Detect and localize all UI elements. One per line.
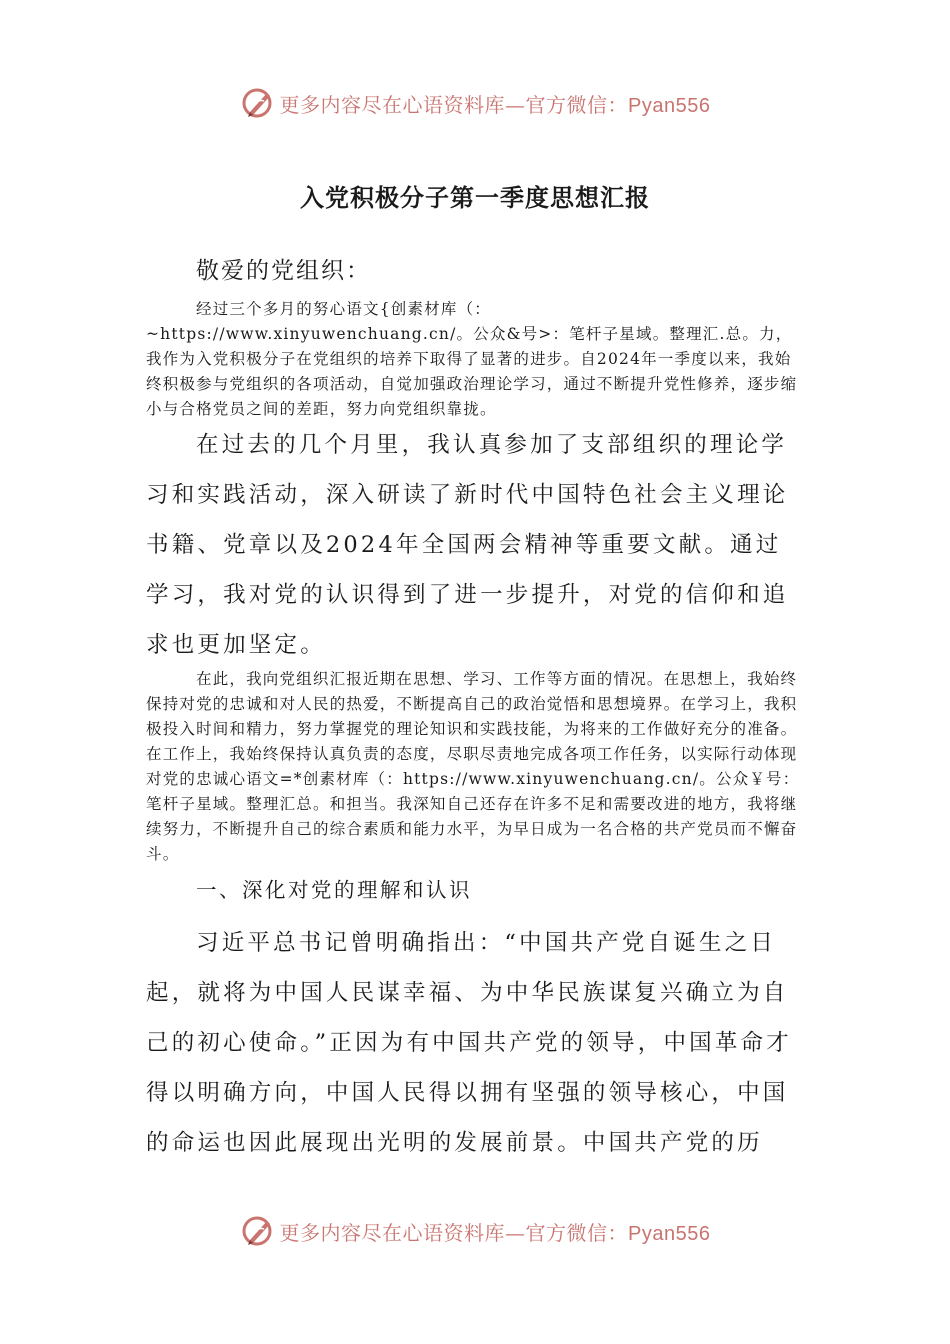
header-banner — [0, 78, 950, 128]
section-heading-1: 一、深化对党的理解和认识 — [196, 878, 472, 902]
paragraph-2: 在过去的几个月里，我认真参加了支部组织的理论学习和实践活动，深入研读了新时代中国特色社会主义理论书籍、党章以及2024年全国两会精神等重要文献。通过学习，我对党的认识得到了进一步提升，对党的信仰和追求也更加坚定。 — [146, 432, 789, 658]
pen-logo-icon — [240, 85, 276, 121]
footer-banner — [0, 1206, 950, 1256]
pen-logo-icon — [240, 1213, 276, 1249]
paragraph-3: 在此，我向党组织汇报近期在思想、学习、工作等方面的情况。在思想上，我始终保持对党的忠诚和对人民的热爱，不断提高自己的政治觉悟和思想境界。在学习上，我积极投入时间和精力，努力掌握党的理论知识和实践技能，为将来的工作做好充分的准备。在工作上，我始终保持认真负责的态度，尽职尽责地完成各项工作任务，以实际行动体现对党的忠诚心语文=*创素材库（：https://www.xinyuwenchuang.cn/。公众￥号：笔杆子星域。整理汇总。和担当。我深知自己还存在许多不足和需要改进的地方，我将继续努力，不断提升自己的综合素质和能力水平，为早日成为一名合格的共产党员而不懈奋斗。 — [146, 670, 800, 863]
salutation: 敬爱的党组织： — [196, 258, 371, 284]
paragraph-1: 经过三个多月的努心语文{创素材库（：~https://www.xinyuwenchuang.cn/。公众&号>：笔杆子星域。整理汇.总。力，我作为入党积极分子在党组织的培养下取得了显著的进步。自2024年一季度以来，我始终积极参与党组织的各项活动，自觉加强政治理论学习，通过不断提升党性修养，逐步缩小与合格党员之间的差距，努力向党组织靠拢。 — [146, 300, 798, 418]
banner-account: Pyan556 — [628, 1222, 711, 1245]
paragraph-4: 习近平总书记曾明确指出：“中国共产党自诞生之日起，就将为中国人民谋幸福、为中华民族谋复兴确立为自己的初心使命。”正因为有中国共产党的领导，中国革命才得以明确方向，中国人民得以拥有坚强的领导核心，中国的命运也因此展现出光明的发展前景。中国共产党的历 — [146, 930, 792, 1156]
banner-account: Pyan556 — [628, 94, 711, 117]
banner-text: 更多内容尽在心语资料库—官方微信：Pyan556 — [279, 92, 711, 117]
document-title: 入党积极分子第一季度思想汇报 — [300, 183, 650, 212]
banner-text: 更多内容尽在心语资料库—官方微信：Pyan556 — [279, 1220, 711, 1245]
